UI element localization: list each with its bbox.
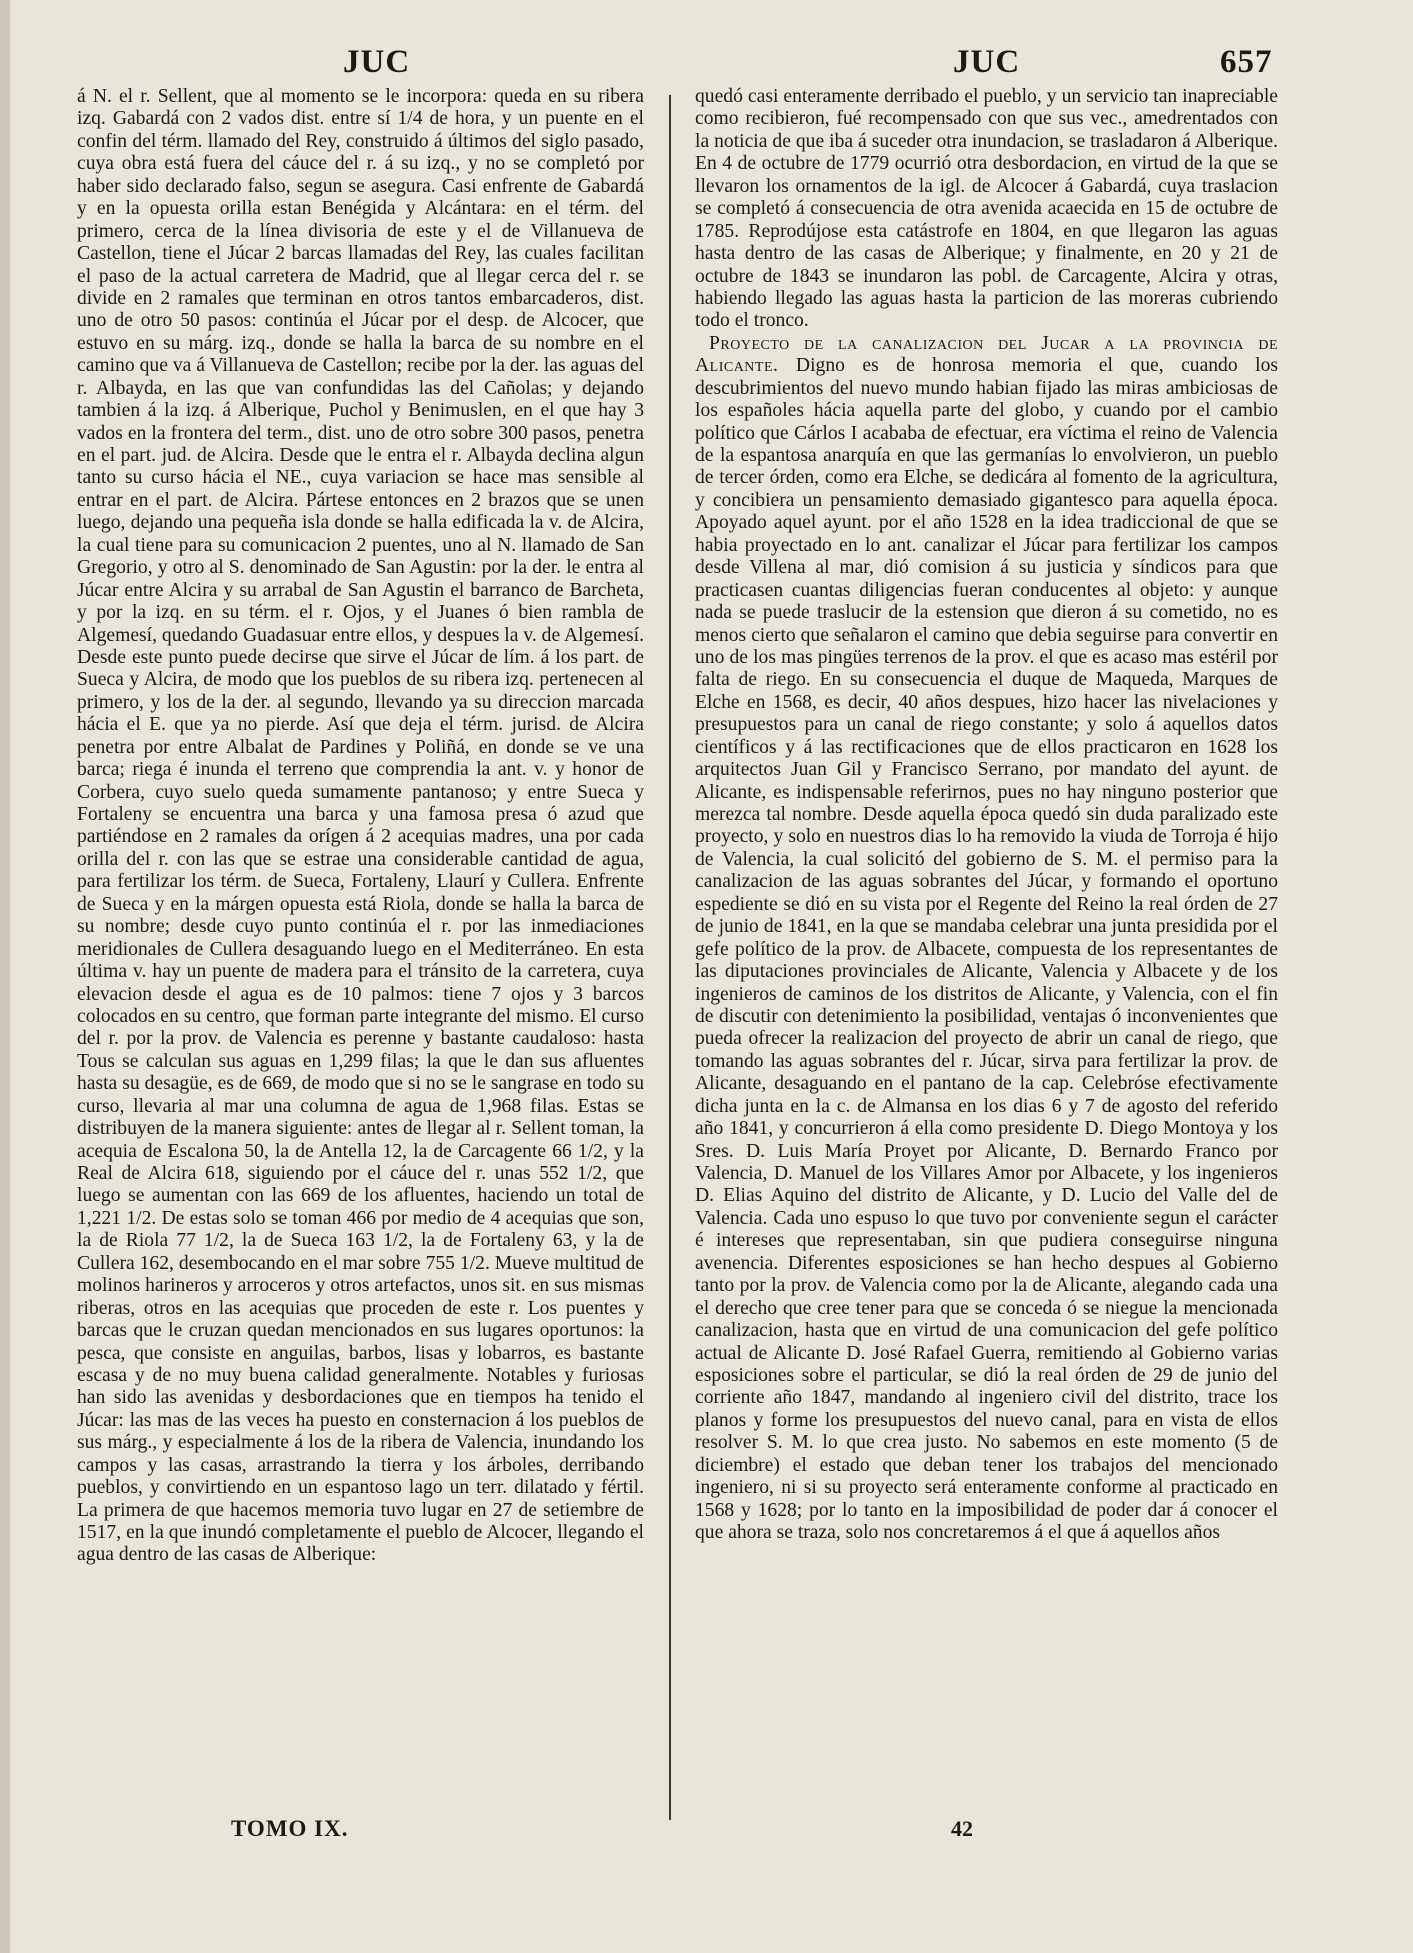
page-edge-left <box>0 0 10 1953</box>
page-footer <box>0 1816 1413 1856</box>
section-paragraph <box>695 333 1278 1545</box>
section-heading: Proyecto de la canalizacion del Jucar a la provincia de Alicante. <box>695 332 1278 377</box>
header-left-keyword: JUC <box>343 44 411 80</box>
signature-mark: 42 <box>951 1816 973 1841</box>
running-header <box>0 44 1413 88</box>
right-column-continuation: quedó casi enteramente derribado el pueblo, y un servicio tan inapreciable como recibieron, fué recompensado con que sus vec., amedrentados con la noticia de que iba á suceder otra inundacion, se trasladaron á Alberique. En 4 de octubre de 1779 ocurrió otra desbordacion, en virtud de la que se llevaron los ornamentos de la igl. de Alcocer á Gabardá, cuya traslacion se completó á consecuencia de otra avenida acaecida en 15 de octubre de 1785. Reprodújose esta catástrofe en 1804, en que llegaron las aguas hasta dentro de las casas de Alberique; y finalmente, en 20 y 21 de octubre de 1843 se inundaron las pobl. de Carcagente, Alcira y otras, habiendo llegado las aguas hasta la particion de las moreras cubriendo todo el tronco. <box>695 86 1278 332</box>
header-right-keyword: JUC <box>953 44 1021 80</box>
column-divider <box>669 95 671 1820</box>
page-number: 657 <box>1220 44 1273 80</box>
left-column-text: á N. el r. Sellent, que al momento se le incorpora: queda en su ribera izq. Gabardá con 2 vados dist. entre sí 1/4 de hora, y un puente en el confin del térm. llamado del Rey, construido á últimos del siglo pasado, cuya obra está fuera del cáuce del r. á su izq., y no se completó por haber sido declarado falso, segun se asegura. Casi enfrente de Gabardá y en la opuesta orilla estan Benégida y Alcántara: en el térm. del primero, cerca de la línea divisoria de este y el de Villanueva de Castellon, tiene el Júcar 2 barcas llamadas del Rey, las cuales facilitan el paso de la actual carretera de Madrid, que al llegar cerca del r. se divide en 2 ramales que terminan en otros tantos embarcaderos, dist. uno de otro 50 pasos: continúa el Júcar por el desp. de Alcocer, que estuvo en su márg. izq., donde se halla la barca de su nombre en el camino que va á Villanueva de Castellon; recibe por la der. las aguas del r. Albayda, en las que van confundidas las del Cañolas; y dejando tambien á la izq. á Alberique, Puchol y Benimuslen, en el que hay 3 vados en la frontera del term., dist. uno de otro sobre 300 pasos, penetra en el part. jud. de Alcira. Desde que le entra el r. Albayda declina algun tanto su curso hácia el NE., cuya variacion se hace mas sensible al entrar en el part. de Alcira. Pártese entonces en 2 brazos que se unen luego, dejando una pequeña isla donde se halla edificada la v. de Alcira, la cual tiene para su comunicacion 2 puentes, uno al N. llamado de San Gregorio, y otro al S. denominado de San Agustin: por la der. le entra al Júcar entre Alcira y su arrabal de San Agustin el barranco de Barcheta, y por la izq. en su térm. el r. Ojos, y el Juanes ó bien rambla de Algemesí, quedando Guadasuar entre ellos, y despues la v. de Algemesí. Desde este punto puede decirse que sirve el Júcar de lím. á los part. de Sueca y Alcira, de modo que los pueblos de su ribera izq. pertenecen al primero, y los de la der. al segundo, llevando ya su direccion marcada hácia el E. que ya no pierde. Así que deja el térm. jurisd. de Alcira penetra por entre Albalat de Pardines y Poliñá, en donde se ve una barca; riega é inunda el terreno que comprendia la ant. v. y honor de Corbera, cuyo suelo queda sumamente pantanoso; y entre Sueca y Fortaleny se encuentra una barca y una famosa presa ó azud que partiéndose en 2 ramales da orígen á 2 acequias madres, una por cada orilla del r. con las que se estrae una considerable cantidad de agua, para fertilizar los térm. de Sueca, Fortaleny, Llaurí y Cullera. Enfrente de Sueca y en la márgen opuesta está Riola, donde se halla la barca de su nombre; desde cuyo punto continúa el r. por las inmediaciones meridionales de Cullera desaguando luego en el Mediterráneo. En esta última v. hay un puente de madera para el tránsito de la carretera, cuya elevacion desde el agua es de 10 palmos: tiene 7 ojos y 3 barcos colocados en su centro, que forman parte integrante del mismo. El curso del r. por la prov. de Valencia es perenne y bastante caudaloso: hasta Tous se calculan sus aguas en 1,299 filas; la que le dan sus afluentes hasta su desagüe, es de 669, de modo que si no se le sangrase en todo su curso, llevaria al mar una columna de agua de 1,968 filas. Estas se distribuyen de la manera siguiente: antes de llegar al r. Sellent toman, la acequia de Escalona 50, la de Antella 12, la de Carcagente 66 1/2, y la Real de Alcira 618, siguiendo por el cáuce del r. unas 552 1/2, que luego se aumentan con las 669 de los afluentes, haciendo un total de 1,221 1/2. De estas solo se toman 466 por medio de 4 acequias que son, la de Riola 77 1/2, la de Sueca 163 1/2, la de Fortaleny 63, y la de Cullera 162, desembocando en el mar sobre 755 1/2. Mueve multitud de molinos harineros y arroceros y otros artefactos, unos sit. en sus mismas riberas, otros en las acequias que proceden de este r. Los puentes y barcas que le cruzan quedan mencionados en sus lugares oportunos: la pesca, que consiste en anguilas, barbos, lisas y lobarros, es bastante escasa y de no muy buena calidad generalmente. Notables y furiosas han sido las avenidas y desbordaciones que en tiempos ha tenido el Júcar: las mas de las veces ha puesto en consternacion á los pueblos de sus márg., y especialmente á los de la ribera de Valencia, inundando los campos y las casas, arrastrando la tierra y los árboles, derribando pueblos, y convirtiendo en un espantoso lago un terr. dilatado y fértil. La primera de que hacemos memoria tuvo lugar en 27 de setiembre de 1517, en la que inundó completamente el pueblo de Alcocer, llegando el agua dentro de las casas de Alberique: <box>77 86 644 1566</box>
section-body: Digno es de honrosa memoria el que, cuando los descubrimientos del nuevo mundo habian fijado las miras ambiciosas de los españoles hácia aquella parte del globo, y cuando por el cambio político que Cárlos I acababa de efectuar, era víctima el reino de Valencia de la espantosa anarquía en que las germanías lo envolvieron, un pueblo de tercer órden, como era Elche, se dedicára al fomento de la agricultura, y concibiera un pensamiento demasiado gigantesco para aquella época. Apoyado aquel ayunt. por el año 1528 en la idea tradiccional de que se habia proyectado en lo ant. canalizar el Júcar para fertilizar los campos desde Villena al mar, dió comision á su justicia y síndicos para que practicasen cuantas diligencias fueran conducentes al objeto: y aunque nada se puede traslucir de la estension que dieron á su cometido, no es menos cierto que señalaron el camino que debia seguirse para convertir en uno de los mas pingües terrenos de la prov. el que es acaso mas estéril por falta de riego. En su consecuencia el duque de Maqueda, Marques de Elche en 1568, es decir, 40 años despues, hizo hacer las nivelaciones y presupuestos para un canal de riego constante; y solo á aquellos datos científicos y á las rectificaciones que de ellos practicaron en 1628 los arquitectos Juan Gil y Francisco Serrano, por mandato del ayunt. de Alicante, es indispensable referirnos, pues no hay ninguno posterior que merezca tal nombre. Desde aquella época quedó sin duda paralizado este proyecto, y solo en nuestros dias lo ha removido la viuda de Torroja é hijo de Valencia, la cual solicitó del gobierno de S. M. el permiso para la canalizacion de las aguas sobrantes del Júcar, y formando el oportuno espediente se dió en su vista por el Regente del Reino la real órden de 27 de junio de 1841, en la que se mandaba celebrar una junta presidida por el gefe político de la prov. de Albacete, compuesta de los representantes de las diputaciones provinciales de Alicante, Valencia y Albacete y de los ingenieros de caminos de los distritos de Alicante, y Valencia, con el fin de discutir con detenimiento la posibilidad, ventajas ó inconvenientes que pueda ofrecer la realizacion del proyecto de abrir un canal de riego, que tomando las aguas sobrantes del r. Júcar, sirva para fertilizar la prov. de Alicante, desaguando en el pantano de la cap. Celebróse efectivamente dicha junta en la c. de Almansa en los dias 6 y 7 de agosto del referido año 1841, y concurrieron á ella como presidente D. Diego Montoya y los Sres. D. Luis María Proyet por Alicante, D. Bernardo Franco por Valencia, D. Manuel de los Villares Amor por Albacete, y los ingenieros D. Elias Aquino del distrito de Alicante, y D. Lucio del Valle del de Valencia. Cada uno espuso lo que tuvo por conveniente segun el carácter é intereses que representaban, sin que pudiera conseguirse ninguna avenencia. Diferentes esposiciones se han hecho despues al Gobierno tanto por la prov. de Valencia como por la de Alicante, alegando cada una el derecho que cree tener para que se conceda ó se niegue la mencionada canalizacion, hasta que en virtud de una comunicacion del gefe político actual de Alicante D. José Rafael Guerra, remitiendo al Gobierno varias esposiciones sobre el particular, se dió la real órden de 29 de junio del corriente año 1847, mandando al ingeniero civil del distrito, trace los planos y forme los presupuestos del nuevo canal, para en vista de ellos resolver S. M. lo que crea justo. No sabemos en este momento (5 de diciembre) el estado que deban tener los trabajos del mencionado ingeniero, ni si su proyecto será enteramente conforme al practicado en 1568 y 1628; por lo tanto en la imposibilidad de poder dar á conocer el que ahora se traza, solo nos concretaremos á el que á aquellos años <box>695 355 1278 1543</box>
right-column <box>695 86 1278 1544</box>
left-column <box>77 86 644 1567</box>
volume-label: TOMO IX. <box>231 1816 349 1841</box>
